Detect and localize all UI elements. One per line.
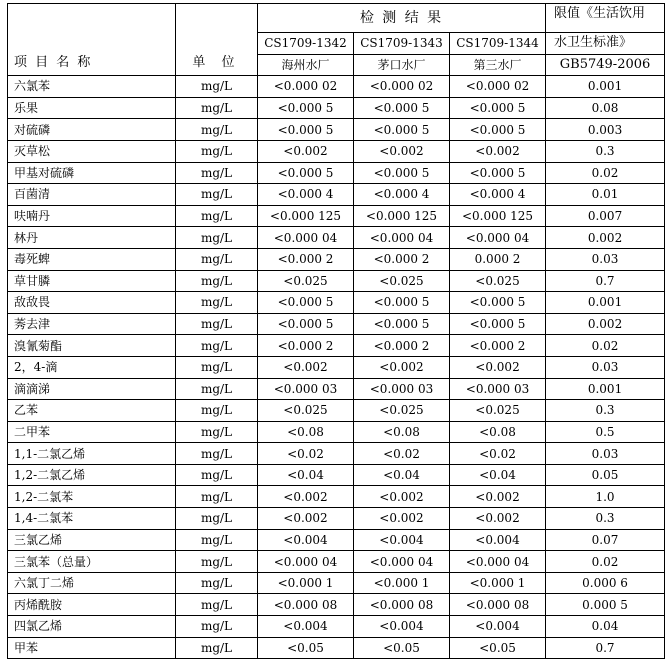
cell-result-2: <0.000 4: [354, 184, 450, 206]
table-row: [8, 76, 665, 98]
header-limit-line2: 水卫生标准》: [546, 33, 665, 55]
cell-item-name: 毒死蜱: [8, 248, 176, 270]
cell-limit: 0.04: [546, 616, 665, 638]
cell-result-3: <0.000 5: [450, 162, 546, 184]
cell-limit: 0.02: [546, 335, 665, 357]
cell-result-3: <0.08: [450, 421, 546, 443]
cell-item-name: 乐果: [8, 97, 176, 119]
cell-unit: mg/L: [176, 400, 258, 422]
table-row: [8, 486, 665, 508]
cell-item-name: 甲苯: [8, 637, 176, 659]
cell-result-3: <0.000 08: [450, 594, 546, 616]
table-row: [8, 227, 665, 249]
cell-result-2: <0.000 04: [354, 227, 450, 249]
cell-result-2: <0.002: [354, 356, 450, 378]
table-row: [8, 616, 665, 638]
header-item-name: 项 目 名 称: [8, 4, 176, 76]
cell-result-3: <0.000 04: [450, 551, 546, 573]
cell-limit: 0.003: [546, 119, 665, 141]
cell-result-1: <0.000 2: [258, 335, 354, 357]
cell-result-2: <0.000 5: [354, 162, 450, 184]
sample-code-3: CS1709-1344: [450, 33, 546, 55]
cell-unit: mg/L: [176, 184, 258, 206]
cell-result-1: <0.000 2: [258, 248, 354, 270]
cell-limit: 0.002: [546, 313, 665, 335]
cell-item-name: 莠去津: [8, 313, 176, 335]
cell-result-1: <0.000 125: [258, 205, 354, 227]
cell-result-3: <0.000 04: [450, 227, 546, 249]
cell-limit: 1.0: [546, 486, 665, 508]
cell-result-2: <0.000 08: [354, 594, 450, 616]
table-row: [8, 464, 665, 486]
cell-limit: 0.001: [546, 378, 665, 400]
cell-result-2: <0.004: [354, 616, 450, 638]
cell-limit: 0.02: [546, 551, 665, 573]
cell-result-3: <0.000 1: [450, 572, 546, 594]
table-row: [8, 313, 665, 335]
sample-site-3: 第三水厂: [450, 54, 546, 76]
cell-result-1: <0.000 5: [258, 292, 354, 314]
cell-result-2: <0.000 02: [354, 76, 450, 98]
cell-unit: mg/L: [176, 572, 258, 594]
cell-item-name: 对硫磷: [8, 119, 176, 141]
cell-limit: 0.3: [546, 140, 665, 162]
sample-site-1: 海州水厂: [258, 54, 354, 76]
cell-item-name: 三氯乙烯: [8, 529, 176, 551]
table-row: [8, 637, 665, 659]
cell-result-3: <0.04: [450, 464, 546, 486]
cell-result-3: <0.025: [450, 270, 546, 292]
water-quality-table: [7, 3, 665, 659]
header-unit: 单 位: [176, 4, 258, 76]
cell-result-1: <0.002: [258, 486, 354, 508]
cell-limit: 0.08: [546, 97, 665, 119]
cell-result-3: <0.000 2: [450, 335, 546, 357]
cell-unit: mg/L: [176, 270, 258, 292]
header-detection-result: 检 测 结 果: [258, 4, 546, 33]
cell-result-3: <0.025: [450, 400, 546, 422]
table-row: [8, 443, 665, 465]
cell-unit: mg/L: [176, 508, 258, 530]
table-row: [8, 594, 665, 616]
cell-unit: mg/L: [176, 551, 258, 573]
cell-limit: 0.03: [546, 356, 665, 378]
cell-limit: 0.001: [546, 76, 665, 98]
cell-unit: mg/L: [176, 335, 258, 357]
cell-result-1: <0.000 5: [258, 119, 354, 141]
table-row: [8, 421, 665, 443]
cell-result-1: <0.004: [258, 616, 354, 638]
cell-result-2: <0.000 1: [354, 572, 450, 594]
cell-result-3: <0.000 5: [450, 97, 546, 119]
cell-unit: mg/L: [176, 76, 258, 98]
cell-item-name: 灭草松: [8, 140, 176, 162]
cell-unit: mg/L: [176, 529, 258, 551]
cell-result-3: <0.000 03: [450, 378, 546, 400]
cell-unit: mg/L: [176, 486, 258, 508]
cell-result-3: <0.002: [450, 486, 546, 508]
cell-unit: mg/L: [176, 205, 258, 227]
cell-result-3: 0.000 2: [450, 248, 546, 270]
cell-result-1: <0.000 04: [258, 227, 354, 249]
cell-item-name: 呋喃丹: [8, 205, 176, 227]
cell-unit: mg/L: [176, 594, 258, 616]
cell-item-name: 百菌清: [8, 184, 176, 206]
table-row: [8, 400, 665, 422]
sample-code-1: CS1709-1342: [258, 33, 354, 55]
cell-result-3: <0.000 5: [450, 119, 546, 141]
cell-item-name: 甲基对硫磷: [8, 162, 176, 184]
table-row: [8, 162, 665, 184]
cell-result-3: <0.000 4: [450, 184, 546, 206]
cell-unit: mg/L: [176, 443, 258, 465]
cell-result-1: <0.02: [258, 443, 354, 465]
table-row: [8, 529, 665, 551]
table-row: [8, 119, 665, 141]
table-row: [8, 140, 665, 162]
cell-result-3: <0.004: [450, 616, 546, 638]
cell-result-2: <0.025: [354, 400, 450, 422]
cell-limit: 0.05: [546, 464, 665, 486]
cell-limit: 0.000 5: [546, 594, 665, 616]
cell-limit: 0.5: [546, 421, 665, 443]
cell-item-name: 敌敌畏: [8, 292, 176, 314]
cell-limit: 0.3: [546, 508, 665, 530]
cell-result-1: <0.025: [258, 270, 354, 292]
cell-result-3: <0.000 5: [450, 313, 546, 335]
cell-result-2: <0.000 2: [354, 335, 450, 357]
cell-item-name: 溴氰菊酯: [8, 335, 176, 357]
cell-result-1: <0.000 03: [258, 378, 354, 400]
cell-limit: 0.03: [546, 443, 665, 465]
cell-unit: mg/L: [176, 227, 258, 249]
cell-item-name: 乙苯: [8, 400, 176, 422]
sample-site-2: 茅口水厂: [354, 54, 450, 76]
cell-result-3: <0.002: [450, 508, 546, 530]
cell-result-1: <0.04: [258, 464, 354, 486]
cell-result-2: <0.000 2: [354, 248, 450, 270]
cell-unit: mg/L: [176, 248, 258, 270]
cell-item-name: 1,2-二氯乙烯: [8, 464, 176, 486]
cell-result-1: <0.000 5: [258, 313, 354, 335]
cell-limit: 0.3: [546, 400, 665, 422]
cell-result-1: <0.002: [258, 356, 354, 378]
cell-result-2: <0.000 5: [354, 313, 450, 335]
cell-unit: mg/L: [176, 421, 258, 443]
cell-item-name: 1,1-二氯乙烯: [8, 443, 176, 465]
cell-result-3: <0.000 125: [450, 205, 546, 227]
cell-unit: mg/L: [176, 119, 258, 141]
cell-item-name: 六氯苯: [8, 76, 176, 98]
cell-unit: mg/L: [176, 140, 258, 162]
cell-result-2: <0.000 5: [354, 119, 450, 141]
cell-result-1: <0.002: [258, 508, 354, 530]
cell-result-2: <0.05: [354, 637, 450, 659]
cell-result-3: <0.004: [450, 529, 546, 551]
table-row: [8, 292, 665, 314]
cell-result-1: <0.004: [258, 529, 354, 551]
cell-unit: mg/L: [176, 292, 258, 314]
cell-unit: mg/L: [176, 378, 258, 400]
cell-result-1: <0.000 5: [258, 97, 354, 119]
cell-limit: 0.07: [546, 529, 665, 551]
cell-result-3: <0.000 5: [450, 292, 546, 314]
cell-unit: mg/L: [176, 637, 258, 659]
cell-item-name: 三氯苯（总量）: [8, 551, 176, 573]
cell-result-2: <0.04: [354, 464, 450, 486]
cell-unit: mg/L: [176, 616, 258, 638]
cell-limit: 0.001: [546, 292, 665, 314]
cell-result-2: <0.002: [354, 140, 450, 162]
cell-result-3: <0.002: [450, 140, 546, 162]
table-row: [8, 508, 665, 530]
cell-result-2: <0.000 03: [354, 378, 450, 400]
cell-result-2: <0.02: [354, 443, 450, 465]
cell-result-1: <0.000 08: [258, 594, 354, 616]
cell-result-3: <0.002: [450, 356, 546, 378]
table-row: [8, 378, 665, 400]
cell-unit: mg/L: [176, 313, 258, 335]
cell-limit: 0.01: [546, 184, 665, 206]
cell-result-1: <0.002: [258, 140, 354, 162]
table-row: [8, 335, 665, 357]
cell-result-2: <0.004: [354, 529, 450, 551]
header-limit-line1: 限值《生活饮用: [546, 4, 665, 33]
cell-result-2: <0.002: [354, 486, 450, 508]
table-row: [8, 270, 665, 292]
cell-limit: 0.02: [546, 162, 665, 184]
cell-item-name: 1,2-二氯苯: [8, 486, 176, 508]
cell-limit: 0.7: [546, 637, 665, 659]
cell-unit: mg/L: [176, 162, 258, 184]
table-row: [8, 184, 665, 206]
cell-limit: 0.7: [546, 270, 665, 292]
cell-unit: mg/L: [176, 464, 258, 486]
table-row: [8, 97, 665, 119]
header-row-1: [8, 4, 665, 33]
cell-result-2: <0.08: [354, 421, 450, 443]
cell-result-1: <0.000 1: [258, 572, 354, 594]
cell-unit: mg/L: [176, 356, 258, 378]
table-row: [8, 572, 665, 594]
cell-limit: 0.03: [546, 248, 665, 270]
table-row: [8, 205, 665, 227]
header-limit-line3: GB5749-2006: [546, 54, 665, 76]
cell-limit: 0.002: [546, 227, 665, 249]
cell-result-1: <0.08: [258, 421, 354, 443]
cell-result-2: <0.000 5: [354, 292, 450, 314]
cell-result-1: <0.000 04: [258, 551, 354, 573]
cell-limit: 0.000 6: [546, 572, 665, 594]
cell-item-name: 草甘膦: [8, 270, 176, 292]
sample-code-2: CS1709-1343: [354, 33, 450, 55]
cell-result-2: <0.000 04: [354, 551, 450, 573]
cell-result-2: <0.000 5: [354, 97, 450, 119]
cell-result-3: <0.02: [450, 443, 546, 465]
cell-result-3: <0.000 02: [450, 76, 546, 98]
table-row: [8, 551, 665, 573]
cell-result-1: <0.05: [258, 637, 354, 659]
cell-item-name: 林丹: [8, 227, 176, 249]
cell-item-name: 二甲苯: [8, 421, 176, 443]
cell-limit: 0.007: [546, 205, 665, 227]
cell-item-name: 滴滴涕: [8, 378, 176, 400]
cell-item-name: 四氯乙烯: [8, 616, 176, 638]
cell-unit: mg/L: [176, 97, 258, 119]
cell-item-name: 丙烯酰胺: [8, 594, 176, 616]
cell-item-name: 1,4-二氯苯: [8, 508, 176, 530]
cell-result-2: <0.002: [354, 508, 450, 530]
cell-result-2: <0.000 125: [354, 205, 450, 227]
cell-item-name: 2，4-滴: [8, 356, 176, 378]
cell-result-1: <0.000 4: [258, 184, 354, 206]
cell-result-1: <0.000 5: [258, 162, 354, 184]
cell-result-1: <0.025: [258, 400, 354, 422]
table-row: [8, 248, 665, 270]
cell-result-2: <0.025: [354, 270, 450, 292]
cell-item-name: 六氯丁二烯: [8, 572, 176, 594]
table-row: [8, 356, 665, 378]
cell-result-1: <0.000 02: [258, 76, 354, 98]
cell-result-3: <0.05: [450, 637, 546, 659]
